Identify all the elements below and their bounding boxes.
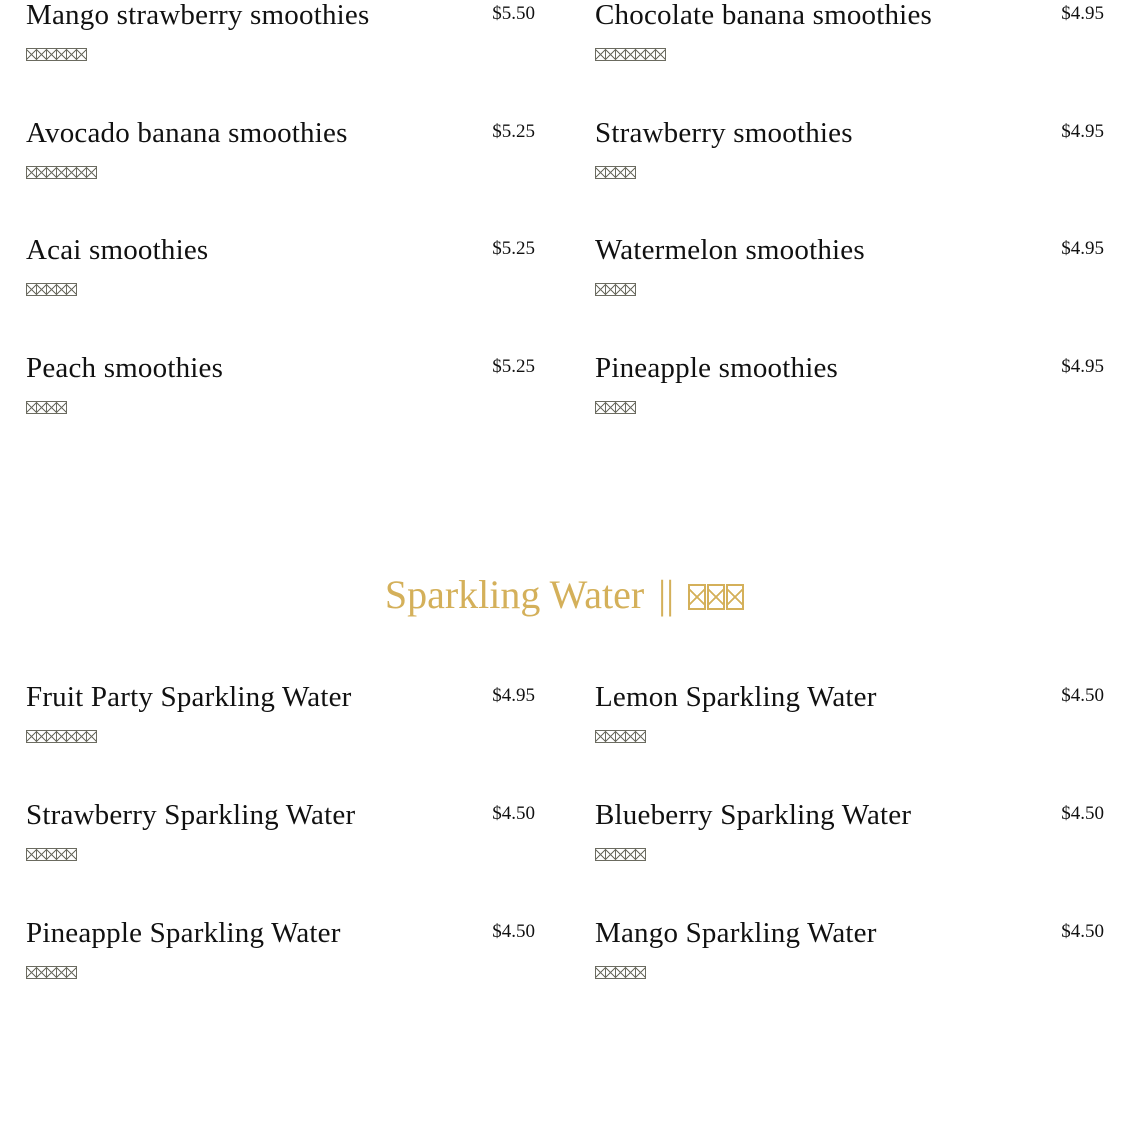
item-name: Lemon Sparkling Water xyxy=(595,681,877,713)
missing-glyph-box xyxy=(635,730,646,743)
missing-glyph-text xyxy=(595,283,635,299)
item-price: $4.50 xyxy=(492,921,535,942)
item-name: Peach smoothies xyxy=(26,352,224,384)
missing-glyph-box xyxy=(635,966,646,979)
missing-glyph-box xyxy=(66,966,77,979)
missing-glyph-box xyxy=(86,166,97,179)
item-name: Watermelon smoothies xyxy=(595,234,865,266)
missing-glyph-box xyxy=(56,401,67,414)
missing-glyph-box xyxy=(688,584,706,610)
menu-item xyxy=(595,0,1104,80)
item-price: $4.95 xyxy=(1061,356,1104,377)
missing-glyph-text xyxy=(26,166,96,182)
item-price: $4.50 xyxy=(1061,921,1104,942)
missing-glyph-box xyxy=(625,283,636,296)
item-name: Strawberry Sparkling Water xyxy=(26,799,356,831)
missing-glyph-box xyxy=(625,166,636,179)
missing-glyph-box xyxy=(66,283,77,296)
item-price: $5.25 xyxy=(492,121,535,142)
menu-item xyxy=(26,0,535,80)
missing-glyph-text xyxy=(26,401,66,417)
missing-glyph-text xyxy=(595,730,645,746)
menu-item xyxy=(595,800,1104,880)
missing-glyph-box xyxy=(726,584,744,610)
missing-glyph-box xyxy=(86,730,97,743)
menu-item xyxy=(595,118,1104,198)
item-price: $5.50 xyxy=(492,3,535,24)
menu-item xyxy=(595,918,1104,998)
missing-glyph-text xyxy=(595,48,665,64)
item-price: $5.25 xyxy=(492,238,535,259)
item-name: Blueberry Sparkling Water xyxy=(595,799,912,831)
item-price: $4.50 xyxy=(492,803,535,824)
missing-glyph-text xyxy=(26,848,76,864)
item-price: $4.95 xyxy=(492,685,535,706)
item-name: Acai smoothies xyxy=(26,234,209,266)
missing-glyph-text xyxy=(26,966,76,982)
missing-glyph-text xyxy=(26,48,86,64)
menu-item xyxy=(26,918,535,998)
missing-glyph-box xyxy=(707,584,725,610)
menu-item xyxy=(26,118,535,198)
missing-glyph-text xyxy=(26,730,96,746)
item-name: Strawberry smoothies xyxy=(595,117,853,149)
menu-item xyxy=(26,682,535,762)
section-title-missing-glyphs xyxy=(688,572,745,617)
item-price: $4.50 xyxy=(1061,803,1104,824)
item-name: Chocolate banana smoothies xyxy=(595,0,933,31)
section-heading-sparkling-water xyxy=(0,570,1130,620)
missing-glyph-text xyxy=(595,848,645,864)
missing-glyph-box xyxy=(635,848,646,861)
item-name: Pineapple Sparkling Water xyxy=(26,917,341,949)
item-name: Pineapple smoothies xyxy=(595,352,839,384)
item-price: $4.95 xyxy=(1061,3,1104,24)
menu-item xyxy=(595,682,1104,762)
item-price: $4.50 xyxy=(1061,685,1104,706)
missing-glyph-box xyxy=(655,48,666,61)
item-name: Avocado banana smoothies xyxy=(26,117,348,149)
item-price: $5.25 xyxy=(492,356,535,377)
missing-glyph-text xyxy=(595,966,645,982)
section-title-separator: || xyxy=(658,572,675,617)
item-name: Fruit Party Sparkling Water xyxy=(26,681,352,713)
section-title-text: Sparkling Water xyxy=(384,572,645,617)
item-price: $4.95 xyxy=(1061,121,1104,142)
menu-item xyxy=(26,235,535,315)
missing-glyph-box xyxy=(66,848,77,861)
item-name: Mango strawberry smoothies xyxy=(26,0,370,31)
missing-glyph-text xyxy=(595,401,635,417)
item-name: Mango Sparkling Water xyxy=(595,917,877,949)
missing-glyph-text xyxy=(595,166,635,182)
missing-glyph-box xyxy=(76,48,87,61)
menu-item xyxy=(26,353,535,433)
missing-glyph-box xyxy=(625,401,636,414)
menu-item xyxy=(595,353,1104,433)
item-price: $4.95 xyxy=(1061,238,1104,259)
menu-item xyxy=(26,800,535,880)
menu-item xyxy=(595,235,1104,315)
missing-glyph-text xyxy=(26,283,76,299)
